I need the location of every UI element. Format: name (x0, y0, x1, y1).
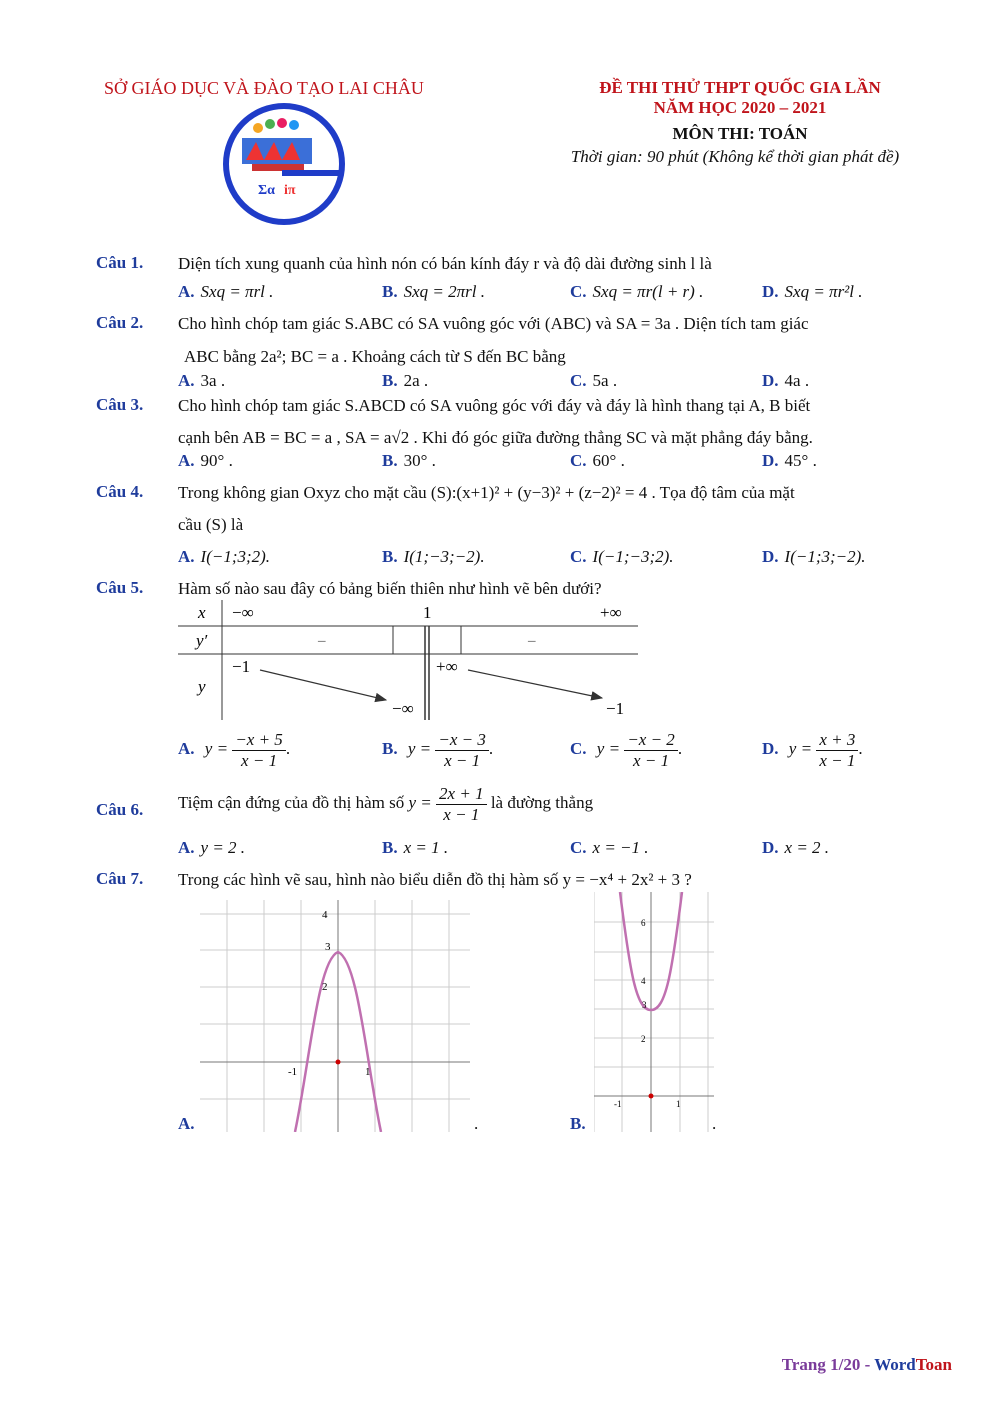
question-number: Câu 3. (96, 395, 144, 414)
answer-option[interactable]: B. y = $\frac{-x - 3}{x - 1}$ . (382, 730, 494, 770)
question-text: cạnh bên AB = BC = a , SA = a√2 . Khi đó góc giữa đường thẳng SC và mặt phẳng đáy bằng. (178, 428, 813, 447)
graph-a (200, 900, 470, 1132)
header-org: SỞ GIÁO DỤC VÀ ĐÀO TẠO LAI CHÂU (104, 78, 424, 98)
question-text: Trong các hình vẽ sau, hình nào biểu diễn đồ thị hàm số y = −x⁴ + 2x² + 3 ? (178, 870, 692, 889)
exam-time: Thời gian: 90 phút (Không kể thời gian phát đề) (570, 147, 900, 166)
svg-text:Σα: Σα (258, 183, 275, 198)
graph-b-x-tick: -1 (614, 1099, 622, 1109)
decreasing-arrow (260, 670, 386, 700)
question-text: ABC bằng 2a²; BC = a . Khoảng cách từ S đến BC bằng (184, 347, 566, 366)
table-sign: – (318, 633, 326, 649)
graph-b-y-tick: 4 (641, 976, 646, 986)
graph-b-y-tick: 2 (641, 1034, 646, 1044)
graph-b (594, 892, 717, 1133)
answer-option[interactable]: A. 3a . (178, 371, 226, 390)
table-yp-label: y′ (196, 631, 208, 650)
decreasing-arrow (468, 670, 602, 698)
question-number: Câu 4. (96, 482, 144, 501)
answer-option[interactable]: D. x = 2 . (762, 838, 830, 857)
answer-option[interactable]: A. Sxq = πrl . (178, 282, 274, 301)
answer-option[interactable]: C. x = −1 . (570, 838, 649, 857)
logo (212, 98, 352, 228)
graph-b-y-tick: 3 (642, 1000, 647, 1010)
answer-option[interactable]: A. (178, 1114, 195, 1133)
answer-option[interactable]: D. 4a . (762, 371, 810, 390)
answer-tail: . (474, 1114, 479, 1133)
table-sign: – (528, 633, 536, 649)
answer-option[interactable]: A. y = $\frac{-x + 5}{x - 1}$ . (178, 730, 291, 770)
answer-option[interactable]: D. Sxq = πr²l . (762, 282, 863, 301)
graph-b-x-tick: 1 (676, 1099, 681, 1109)
graph-b-y-tick: 6 (641, 918, 646, 928)
answer-option[interactable]: B. 2a . (382, 371, 429, 390)
answer-option[interactable]: D. 45° . (762, 451, 817, 470)
question-text: Cho hình chóp tam giác S.ABC có SA vuông góc với (ABC) và SA = 3a . Diện tích tam giác (178, 314, 809, 333)
answer-option[interactable]: B. (570, 1114, 586, 1133)
question-text: Cho hình chóp tam giác S.ABCD có SA vuông góc với đáy và đáy là hình thang tại A, B biết (178, 396, 811, 415)
page-footer: Trang 1/20 - WordToan (781, 1355, 952, 1374)
graph-a-y-tick: 3 (325, 941, 331, 953)
answer-option[interactable]: C. y = $\frac{-x - 2}{x - 1}$ . (570, 730, 683, 770)
question-number: Câu 5. (96, 578, 144, 597)
answer-option[interactable]: C. 5a . (570, 371, 618, 390)
answer-option[interactable]: B. Sxq = 2πrl . (382, 282, 485, 301)
question-text: Trong không gian Oxyz cho mặt cầu (S):(x+1)² + (y−3)² + (z−2)² = 4 . Tọa độ tâm của mặt (178, 483, 795, 502)
table-x-value: +∞ (600, 603, 622, 622)
answer-option[interactable]: A. I(−1;3;2). (178, 547, 271, 566)
table-y-value: −1 (232, 657, 251, 676)
answer-tail: . (712, 1114, 717, 1133)
exam-title: ĐỀ THI THỬ THPT QUỐC GIA LẦN (599, 78, 881, 97)
table-x-value: 1 (423, 603, 432, 622)
school-year: NĂM HỌC 2020 – 2021 (653, 98, 827, 117)
graph-a-x-tick: -1 (288, 1066, 298, 1078)
table-y-value: −1 (606, 699, 625, 718)
variation-table (178, 600, 648, 725)
question-text: cầu (S) là (178, 515, 244, 534)
table-x-label: x (198, 603, 206, 622)
question-text: Tiệm cận đứng của đồ thị hàm số y = $\frac{2x + 1}{x - 1}$ là đường thẳng (178, 784, 594, 824)
question-number: Câu 2. (96, 313, 144, 332)
answer-option[interactable]: B. 30° . (382, 451, 436, 470)
answer-option[interactable]: B. x = 1 . (382, 838, 449, 857)
answer-option[interactable]: A. y = 2 . (178, 838, 246, 857)
graph-a-x-tick: 1 (365, 1066, 371, 1078)
answer-option[interactable]: D. I(−1;3;−2). (762, 547, 866, 566)
question-text: Hàm số nào sau đây có bảng biến thiên như hình vẽ bên dưới? (178, 579, 602, 598)
graph-a-y-tick: 4 (322, 909, 328, 921)
graph-a-y-tick: 2 (322, 981, 328, 993)
table-y-value: −∞ (392, 699, 414, 718)
table-y-value: +∞ (436, 657, 458, 676)
answer-option[interactable]: C. I(−1;−3;2). (570, 547, 674, 566)
answer-option[interactable]: C. 60° . (570, 451, 625, 470)
answer-option[interactable]: D. y = $\frac{x + 3}{x - 1}$ . (762, 730, 863, 770)
question-text: Diện tích xung quanh của hình nón có bán kính đáy r và độ dài đường sinh l là (178, 254, 712, 273)
question-number: Câu 6. (96, 800, 144, 819)
answer-option[interactable]: C. Sxq = πr(l + r) . (570, 282, 704, 301)
question-number: Câu 1. (96, 253, 144, 272)
table-x-value: −∞ (232, 603, 254, 622)
subject-title: MÔN THI: TOÁN (672, 124, 808, 143)
table-y-label: y (198, 677, 206, 696)
answer-option[interactable]: B. I(1;−3;−2). (382, 547, 485, 566)
svg-text:iπ: iπ (284, 183, 296, 198)
answer-option[interactable]: A. 90° . (178, 451, 233, 470)
question-number: Câu 7. (96, 869, 144, 888)
